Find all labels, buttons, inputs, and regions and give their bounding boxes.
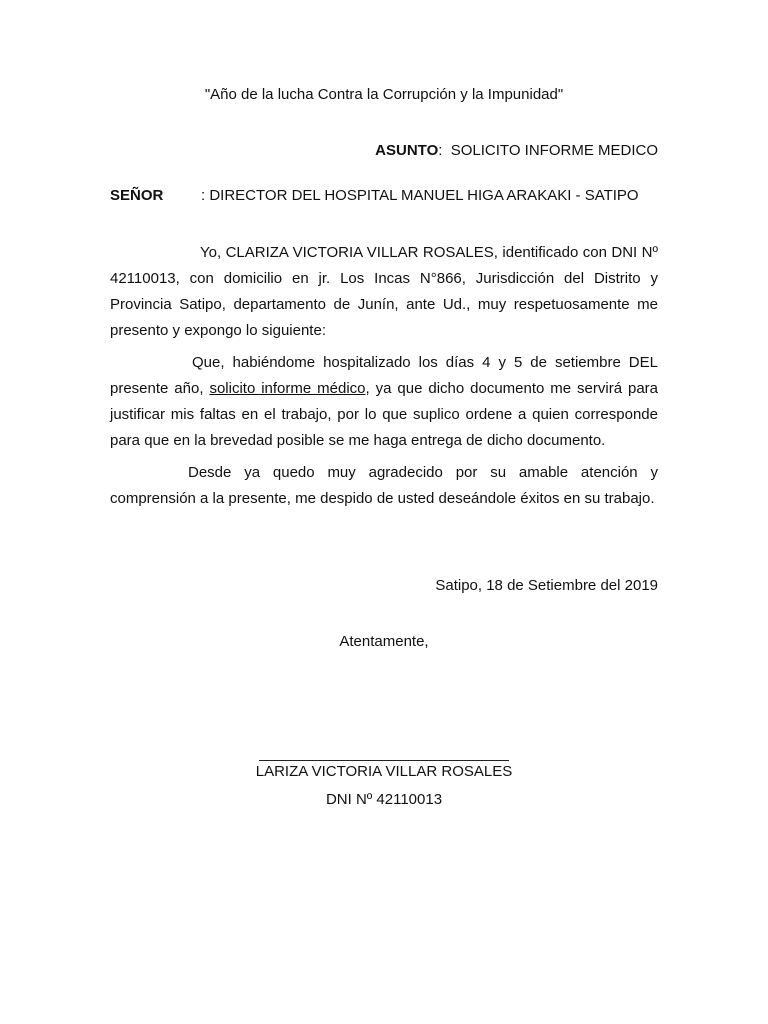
date-line: Satipo, 18 de Setiembre del 2019 — [435, 577, 658, 594]
request-text-end: , ya que dicho documento me servirá para justificar mis faltas en el trabajo, por lo que suplico ordene a quien corresponde para que en la brevedad posible se me haga entrega de dicho documento. — [110, 380, 659, 449]
subject-separator: : — [438, 142, 451, 159]
body-paragraph-request — [110, 350, 658, 454]
body-paragraph-identification: Yo, CLARIZA VICTORIA VILLAR ROSALES, identificado con DNI Nº 42110013, con domicilio en jr. Los Incas N°866, Jurisdicción del Distrito y Provincia Satipo, departamento de Junín, ante Ud., muy respetuosamente me presento y expongo lo siguiente: — [110, 244, 658, 339]
request-underlined-text: solicito informe médico — [209, 380, 366, 397]
subject-value: SOLICITO INFORME MEDICO — [450, 142, 658, 159]
signature-dni: DNI Nº 42110013 — [325, 791, 443, 808]
request-text-start: Que, habiéndome hospitalizado los días 4 y 5 de setiembre DEL presente año, — [110, 354, 658, 397]
signature-name: LARIZA VICTORIA VILLAR ROSALES — [255, 763, 513, 780]
closing-salutation: Atentamente, — [339, 633, 429, 650]
recipient-label: SEÑOR — [110, 187, 164, 204]
body-paragraph-thanks: Desde ya quedo muy agradecido por su amable atención y comprensión a la presente, me despido de usted deseándole éxitos en su trabajo. — [110, 464, 658, 507]
signature-line — [259, 760, 509, 761]
subject-line — [375, 142, 658, 159]
year-motto: "Año de la lucha Contra la Corrupción y la Impunidad" — [204, 86, 564, 103]
recipient-text: : DIRECTOR DEL HOSPITAL MANUEL HIGA ARAKAKI - SATIPO — [201, 187, 639, 204]
subject-label: ASUNTO — [375, 142, 439, 159]
